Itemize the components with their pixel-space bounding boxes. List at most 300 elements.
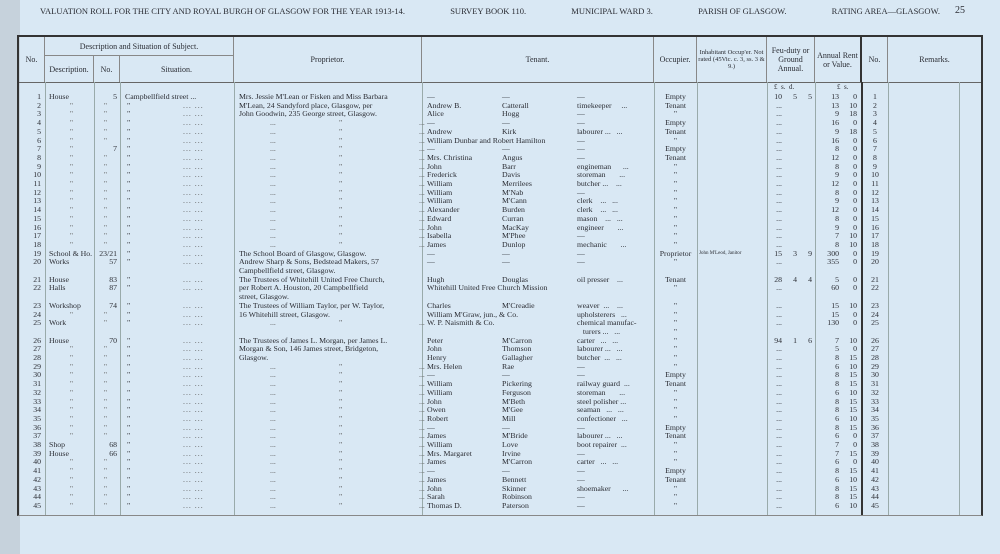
description: "	[69, 170, 74, 180]
house-number: "	[103, 213, 108, 223]
house-number: "	[103, 457, 108, 467]
feu-pounds: ...	[776, 257, 782, 267]
occupation: butcher ... ...	[577, 179, 622, 188]
description: "	[69, 109, 74, 119]
rent-pounds: 8	[835, 213, 839, 223]
occupation: confectioner ...	[577, 413, 628, 423]
tenant-first-name: William M'Graw, jun., & Co.	[427, 309, 519, 319]
proprietor: ... " ...	[339, 180, 342, 189]
entry-no-right: 40	[871, 457, 879, 467]
proprietor: ... " ...	[339, 163, 342, 172]
description: "	[69, 431, 74, 441]
rent-pounds: 8	[835, 483, 839, 493]
rent-shillings: 10	[849, 387, 857, 397]
tenant-first-name: —	[427, 370, 435, 380]
house-number: "	[103, 222, 108, 232]
description: "	[69, 239, 74, 249]
proprietor: ... " ...	[339, 171, 342, 180]
occupier: "	[673, 300, 678, 310]
tenant-surname: Merrilees	[502, 179, 532, 188]
entry-no: 14	[33, 205, 41, 215]
rent-shillings: 0	[853, 161, 857, 171]
entry-no: 36	[33, 422, 41, 432]
rent-shillings: 0	[853, 187, 857, 197]
entry-no: 26	[33, 335, 41, 345]
entry-no: 21	[33, 274, 41, 284]
parish: PARISH OF GLASGOW.	[698, 6, 787, 16]
tenant-first-name: Sarah	[427, 492, 445, 502]
description: "	[69, 135, 74, 145]
rent-shillings: 0	[853, 196, 857, 206]
occupier: "	[673, 196, 678, 206]
house-number: "	[103, 370, 108, 380]
tenant-surname: Love	[502, 440, 519, 449]
col-rent: Annual Rent or Value.	[815, 37, 862, 82]
tenant-first-name: William	[427, 387, 453, 397]
situation: " ...	[127, 145, 130, 154]
entry-no: 15	[33, 213, 41, 223]
proprietor: ... " ...	[339, 424, 342, 433]
tenant-first-name: Henry	[427, 353, 447, 362]
proprietor: ... " ...	[339, 432, 342, 441]
house-number: "	[103, 431, 108, 441]
tenant-surname: Thomson	[502, 344, 532, 354]
proprietor: ... " ...	[339, 389, 342, 398]
house-number: 68	[109, 440, 117, 449]
tenant-first-name: —	[427, 466, 435, 476]
tenant-first-name: Edward	[427, 213, 452, 223]
tenant-surname: M'Beth	[502, 396, 526, 406]
description: "	[69, 196, 74, 206]
proprietor: The Trustees of Whitehill United Free Church,	[239, 274, 385, 284]
entry-no-right: 30	[871, 370, 879, 380]
house-number: 23/21	[99, 248, 117, 258]
entry-no: 40	[33, 457, 41, 467]
occupation: upholsterers ...	[577, 309, 627, 319]
tenant-first-name: Robert	[427, 413, 449, 423]
proprietor: ... " ...	[339, 371, 342, 380]
entry-no-right: 20	[871, 257, 879, 267]
house-number: "	[103, 126, 108, 136]
tenant-surname: Angus	[502, 152, 523, 162]
rent-shillings: 0	[853, 457, 857, 467]
entry-no: 34	[33, 405, 41, 415]
tenant-surname: MacKay	[502, 222, 529, 232]
feu-pounds: ...	[776, 405, 782, 415]
proprietor: John Goodwin, 235 George street, Glasgow.	[239, 109, 377, 119]
house-number: "	[103, 353, 108, 362]
col-inhabitant: Inhabitant Occup'er. Not rated (45Vic. c. 3, ss. 3 & 9.)	[697, 37, 767, 82]
feu-pounds: ...	[776, 300, 782, 310]
occupation: boot repairer ...	[577, 440, 627, 449]
situation: " ...	[127, 467, 130, 476]
entry-no-right: 29	[871, 361, 879, 371]
rent-pounds: 6	[835, 413, 839, 423]
tenant-surname: Burden	[502, 205, 525, 215]
rent-pounds: 6	[835, 431, 839, 441]
feu-pounds: ...	[776, 100, 782, 110]
rent-shillings: 0	[853, 283, 857, 293]
rent-pounds: 12	[831, 179, 839, 188]
house-number: "	[103, 318, 108, 328]
entry-no: 24	[33, 309, 41, 319]
situation: " ...	[127, 406, 130, 415]
tenant-first-name: William	[427, 440, 453, 449]
entry-no-right: 2	[873, 100, 877, 110]
occupier: "	[673, 492, 678, 502]
col-feu: Feu-duty or Ground Annual.	[767, 37, 815, 82]
proprietor: per Robert A. Houston, 20 Campbellfield	[239, 283, 368, 293]
situation: " ...	[127, 354, 130, 363]
description: "	[69, 231, 74, 241]
tenant-first-name: —	[427, 118, 435, 128]
rent-pounds: 8	[835, 466, 839, 476]
occupier: "	[673, 257, 678, 267]
occupier: "	[673, 135, 678, 145]
entry-no: 25	[33, 318, 41, 328]
tenant-surname: —	[502, 466, 510, 476]
tenant-surname: M'Gee	[502, 405, 523, 415]
entry-no-right: 4	[873, 118, 877, 128]
rent-pounds: 16	[831, 118, 839, 128]
occupier: Proprietor	[659, 248, 692, 258]
tenant-first-name: —	[427, 144, 435, 154]
feu-pounds: 15	[774, 248, 782, 258]
tenant-first-name: John	[427, 483, 442, 493]
occupier: "	[673, 326, 678, 336]
house-number: "	[103, 170, 108, 180]
description: "	[69, 492, 74, 502]
house-number: 57	[109, 257, 117, 267]
tenant-surname: M'Carron	[502, 335, 532, 345]
tenant-surname: Davis	[502, 170, 521, 180]
description: Works	[49, 257, 70, 267]
entry-no: 33	[33, 396, 41, 406]
rent-pounds: 13	[831, 100, 839, 110]
tenant-surname: —	[502, 144, 510, 154]
feu-pounds: ...	[776, 152, 782, 162]
feu-pounds: ...	[776, 309, 782, 319]
description: "	[69, 500, 74, 510]
feu-pounds: ...	[776, 466, 782, 476]
entry-no-right: 41	[871, 466, 879, 476]
entry-no: 23	[33, 300, 41, 310]
description: "	[69, 457, 74, 467]
rent-pounds: 130	[827, 318, 839, 328]
occupation: —	[577, 187, 585, 197]
occupation: seaman ... ...	[577, 405, 624, 415]
occupation: storeman ...	[577, 387, 626, 397]
proprietor: The School Board of Glasgow, Glasgow.	[239, 248, 367, 258]
feu-pounds: ...	[776, 370, 782, 380]
proprietor: ... " ...	[339, 232, 342, 241]
entry-no: 11	[33, 179, 41, 188]
entry-no: 44	[33, 492, 41, 502]
rent-shillings: 0	[853, 92, 857, 101]
house-number: 74	[109, 300, 117, 310]
entry-no-right: 11	[871, 179, 879, 188]
tenant-first-name: Owen	[427, 405, 446, 415]
situation: " ...	[127, 276, 130, 285]
proprietor: ... " ...	[339, 319, 342, 328]
occupier: Empty	[665, 118, 686, 128]
situation: " ...	[127, 485, 130, 494]
proprietor: ... " ...	[339, 363, 342, 372]
rent-pounds: 5	[835, 344, 839, 354]
rent-pounds: 5	[835, 274, 839, 284]
proprietor: ... " ...	[339, 476, 342, 485]
description: "	[69, 370, 74, 380]
house-number: "	[103, 483, 108, 493]
situation: " ...	[127, 345, 130, 354]
feu-pounds: ...	[776, 187, 782, 197]
occupation: weaver ... ...	[577, 300, 623, 310]
entry-no-right: 44	[871, 492, 879, 502]
rent-pounds: 355	[827, 257, 839, 267]
entry-no: 2	[37, 100, 41, 110]
occupation: mason ... ...	[577, 213, 623, 223]
entry-no-right: 21	[871, 274, 879, 284]
rent-shillings: 15	[849, 396, 857, 406]
inhabitant-occupier: John M'Leod, Janitor	[699, 250, 742, 256]
proprietor: The Trustees of James L. Morgan, per James L.	[239, 335, 388, 345]
entry-no-right: 42	[871, 474, 879, 484]
house-number: "	[103, 422, 108, 432]
entry-no-right: 43	[871, 483, 879, 493]
situation: " ...	[127, 450, 130, 459]
rent-pounds: 8	[835, 370, 839, 380]
house-number: "	[103, 474, 108, 484]
proprietor: ... " ...	[339, 154, 342, 163]
entry-no: 6	[37, 135, 41, 145]
rent-pounds: 60	[831, 283, 839, 293]
entry-no: 39	[33, 448, 41, 458]
col-desc-group: Description and Situation of Subject.	[45, 37, 234, 56]
house-number: "	[103, 361, 108, 371]
rent-pounds: 9	[835, 109, 839, 119]
description: "	[69, 187, 74, 197]
occupation: clerk ... ...	[577, 205, 618, 215]
situation: " ...	[127, 102, 130, 111]
rent-pounds: 15	[831, 300, 839, 310]
rent-shillings: 0	[853, 222, 857, 232]
proprietor: Glasgow.	[239, 353, 269, 362]
feu-pounds: ...	[776, 440, 782, 449]
occupation: —	[577, 152, 585, 162]
house-number: "	[103, 100, 108, 110]
proprietor: ... " ...	[339, 241, 342, 250]
tenant-surname: Pickering	[502, 379, 532, 389]
entry-no-right: 37	[871, 431, 879, 441]
situation: " ...	[127, 363, 130, 372]
tenant-first-name: Mrs. Christina	[427, 152, 473, 162]
occupation: labourer ... ...	[577, 344, 623, 354]
entry-no: 1	[37, 92, 41, 101]
valuation-table	[17, 35, 983, 516]
feu-pounds: ...	[776, 222, 782, 232]
situation: " ...	[127, 458, 130, 467]
occupation: clerk ... ...	[577, 196, 618, 206]
survey-book: SURVEY BOOK 110.	[450, 6, 527, 16]
feu-pounds: ...	[776, 396, 782, 406]
proprietor: ... " ...	[339, 415, 342, 424]
feu-pounds: ...	[776, 361, 782, 371]
entry-no: 41	[33, 466, 41, 476]
feu-shillings: 3	[793, 248, 797, 258]
tenant-surname: Irvine	[502, 448, 521, 458]
occupation: timekeeper ...	[577, 100, 628, 110]
occupier: "	[673, 500, 678, 510]
entry-no-right: 45	[871, 500, 879, 510]
rent-pounds: 8	[835, 161, 839, 171]
tenant-surname: Kirk	[502, 126, 517, 136]
tenant-first-name: John	[427, 161, 442, 171]
feu-pounds: ...	[776, 483, 782, 493]
occupier: "	[673, 387, 678, 397]
occupation: mechanic ...	[577, 239, 627, 249]
entry-no: 8	[37, 152, 41, 162]
occupation: —	[577, 474, 585, 484]
entry-no-right: 22	[871, 283, 879, 293]
proprietor: ... " ...	[339, 215, 342, 224]
situation: " ...	[127, 493, 130, 502]
col-description: Description.	[45, 56, 94, 82]
proprietor: ... " ...	[339, 467, 342, 476]
tenant-first-name: Mrs. Margaret	[427, 448, 472, 458]
entry-no: 37	[33, 431, 41, 441]
feu-pounds: ...	[776, 239, 782, 249]
occupier: "	[673, 161, 678, 171]
entry-no: 42	[33, 474, 41, 484]
description: "	[69, 144, 74, 154]
occupier: "	[673, 205, 678, 215]
rent-shillings: 15	[849, 370, 857, 380]
occupation: turers ... ...	[577, 326, 621, 336]
entry-no: 9	[37, 161, 41, 171]
rent-shillings: 15	[849, 405, 857, 415]
entry-no-right: 14	[871, 205, 879, 215]
entry-no: 43	[33, 483, 41, 493]
description: "	[69, 213, 74, 223]
entry-no: 38	[33, 440, 41, 449]
feu-pounds: ...	[776, 231, 782, 241]
situation: " ...	[127, 337, 130, 346]
occupation: carter ... ...	[577, 457, 619, 467]
feu-pounds: ...	[776, 474, 782, 484]
rent-shillings: 0	[853, 274, 857, 284]
entry-no-right: 17	[871, 231, 879, 241]
occupier: "	[673, 231, 678, 241]
tenant-surname: —	[502, 248, 510, 258]
rent-shillings: 10	[849, 413, 857, 423]
proprietor: ... " ...	[339, 128, 342, 137]
situation: " ...	[127, 224, 130, 233]
house-number: "	[103, 161, 108, 171]
rent-shillings: 0	[853, 213, 857, 223]
tenant-first-name: William	[427, 196, 453, 206]
situation: " ...	[127, 302, 130, 311]
entry-no: 32	[33, 387, 41, 397]
situation: " ...	[127, 137, 130, 146]
tenant-surname: M'Cann	[502, 196, 527, 206]
rent-shillings: 15	[849, 353, 857, 362]
tenant-first-name: William	[427, 179, 453, 188]
occupier: Empty	[665, 144, 686, 154]
occupier: "	[673, 361, 678, 371]
situation: " ...	[127, 189, 130, 198]
rent-shillings: 15	[849, 483, 857, 493]
house-number: "	[103, 179, 108, 188]
occupation: —	[577, 500, 585, 510]
description: "	[69, 483, 74, 493]
rent-shillings: 0	[853, 248, 857, 258]
tenant-first-name: Hugh	[427, 274, 445, 284]
entry-no: 18	[33, 239, 41, 249]
description: "	[69, 405, 74, 415]
rent-shillings: 10	[849, 474, 857, 484]
occupation: —	[577, 135, 585, 145]
description: "	[69, 309, 74, 319]
rent-pounds: 7	[835, 448, 839, 458]
house-number: "	[103, 118, 108, 128]
situation: " ...	[127, 250, 130, 259]
occupation: labourer ... ...	[577, 431, 623, 441]
rent-shillings: 0	[853, 309, 857, 319]
entry-no-right: 15	[871, 213, 879, 223]
occupier: "	[673, 170, 678, 180]
proprietor: ... " ...	[339, 189, 342, 198]
entry-no-right: 26	[871, 335, 879, 345]
tenant-first-name: W. P. Naismith & Co.	[427, 318, 495, 328]
house-number: 70	[109, 335, 117, 345]
description: "	[69, 118, 74, 128]
situation: " ...	[127, 154, 130, 163]
rent-shillings: 0	[853, 179, 857, 188]
tenant-first-name: Whitehill United Free Church Mission	[427, 283, 548, 293]
rent-shillings: 0	[853, 118, 857, 128]
occupation: engineman ...	[577, 161, 629, 171]
situation: " ...	[127, 415, 130, 424]
entry-no: 35	[33, 413, 41, 423]
rent-pounds: 8	[835, 144, 839, 154]
description: School & Ho.	[49, 248, 93, 258]
occupation: —	[577, 492, 585, 502]
house-number: "	[103, 109, 108, 119]
tenant-surname: Dunlop	[502, 239, 526, 249]
entry-no-right: 39	[871, 448, 879, 458]
entry-no: 4	[37, 118, 41, 128]
rent-pounds: 8	[835, 396, 839, 406]
rent-pounds: 13	[831, 92, 839, 101]
feu-pounds: ...	[776, 387, 782, 397]
feu-pounds: ...	[776, 118, 782, 128]
house-number: "	[103, 135, 108, 145]
tenant-surname: Curran	[502, 213, 524, 223]
occupier: "	[673, 239, 678, 249]
occupier: Tenant	[664, 379, 687, 389]
rent-shillings: 0	[853, 344, 857, 354]
rent-pounds: 8	[835, 379, 839, 389]
occupier: Tenant	[664, 274, 687, 284]
proprietor: ... " ...	[339, 380, 342, 389]
situation: " ...	[127, 241, 130, 250]
feu-pounds: ...	[776, 179, 782, 188]
house-number: "	[103, 387, 108, 397]
entry-no: 16	[33, 222, 41, 232]
rent-pounds: 9	[835, 222, 839, 232]
house-number: "	[103, 187, 108, 197]
feu-shillings: 1	[793, 335, 797, 345]
